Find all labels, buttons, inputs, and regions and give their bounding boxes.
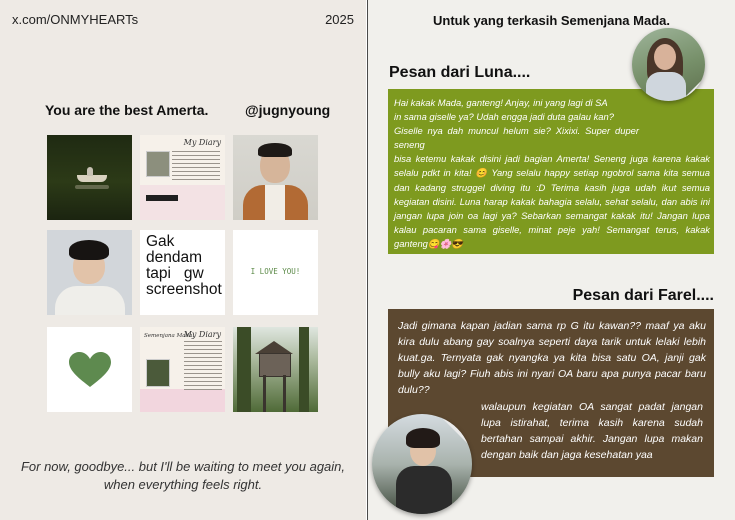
luna-heading: Pesan dari Luna.... <box>389 64 531 81</box>
photo-man-portrait <box>233 135 318 220</box>
farel-avatar <box>372 414 472 514</box>
farel-message-top: Jadi gimana kapan jadian sama rp G itu kawan?? maaf ya aku kira dulu abang gay soalnya seperti daya tarik untuk lelaki lebih kuat.ga. Ternyata gak nyangka ya kita bisa satu OA, janji gak bully aku lagi? Fiuh abis ini nyari OA baru apa punya pacar baru dulu?? <box>398 320 706 396</box>
photo-treehouse <box>233 327 318 412</box>
farel-message-bottom: walaupun kegiatan OA sangat padat jangan lupa istirahat, terima kasih karena sudah bertahan sampai akhir. Jangan lupa makan dengan baik dan jaga kesehatan yaa <box>481 401 703 461</box>
heart-tile <box>47 327 132 412</box>
letter-title: Untuk yang terkasih Semenjana Mada. <box>433 13 670 28</box>
diary-title: My Diary <box>183 138 221 147</box>
farel-heading: Pesan dari Farel.... <box>572 287 714 304</box>
photo-man-portrait-2 <box>47 230 132 315</box>
luna-line-1: in sama giselle ya? Udah engga jadi duta galau kan? <box>394 111 614 123</box>
diary-page-tile-2 <box>140 327 225 412</box>
diary2-title: My Diary <box>183 330 221 339</box>
right-page <box>367 0 735 520</box>
diary-page-tile <box>140 135 225 220</box>
love-text: I LOVE YOU! <box>250 267 301 276</box>
diary2-caption: Semenjana Mada. <box>144 333 195 339</box>
text-tile-content: Gak dendam tapi gw screenshot <box>146 233 222 298</box>
love-tile <box>233 230 318 315</box>
luna-line-0: Hai kakak Mada, ganteng! Anjay, ini yang lagi di SA <box>394 97 608 108</box>
luna-message <box>394 96 710 251</box>
left-page <box>0 0 366 520</box>
closing-message: For now, goodbye... but I'll be waiting to meet you again, when everything feels right. <box>20 459 346 492</box>
social-handle: x.com/ONMYHEARTs <box>12 12 139 27</box>
tagline: You are the best Amerta. <box>45 102 209 118</box>
photo-lake-boat <box>47 135 132 220</box>
year-label: 2025 <box>325 12 354 27</box>
mention: @jugnyoung <box>245 102 331 118</box>
text-tile <box>140 230 225 315</box>
heart-icon <box>69 352 111 388</box>
luna-avatar <box>632 28 705 101</box>
luna-line-2: Giselle nya dah muncul helum sie? Xixixi. Super duper seneng <box>394 125 639 151</box>
luna-line-rest: bisa ketemu kakak disini jadi bagian Amerta! Seneng juga karena kakak selalu pdkt in kita! 😊 Yang selalu happy setiap ngobrol sama kita semua dan kadang struggel diving itu :D Terima kasih juga udah ikut semua kegiatan disini. Luna harap kakak bahagia selalu, sehat selalu, dan abis ini jangan lupa join oa lagi ya? Sebarkan semangat kakak itu! Jangan lupa kalau pacaran sama giselle, minat peje yah! Semangat terus, kakak ganteng😋🌸😎 <box>394 153 710 249</box>
luna-message-box <box>388 89 714 254</box>
